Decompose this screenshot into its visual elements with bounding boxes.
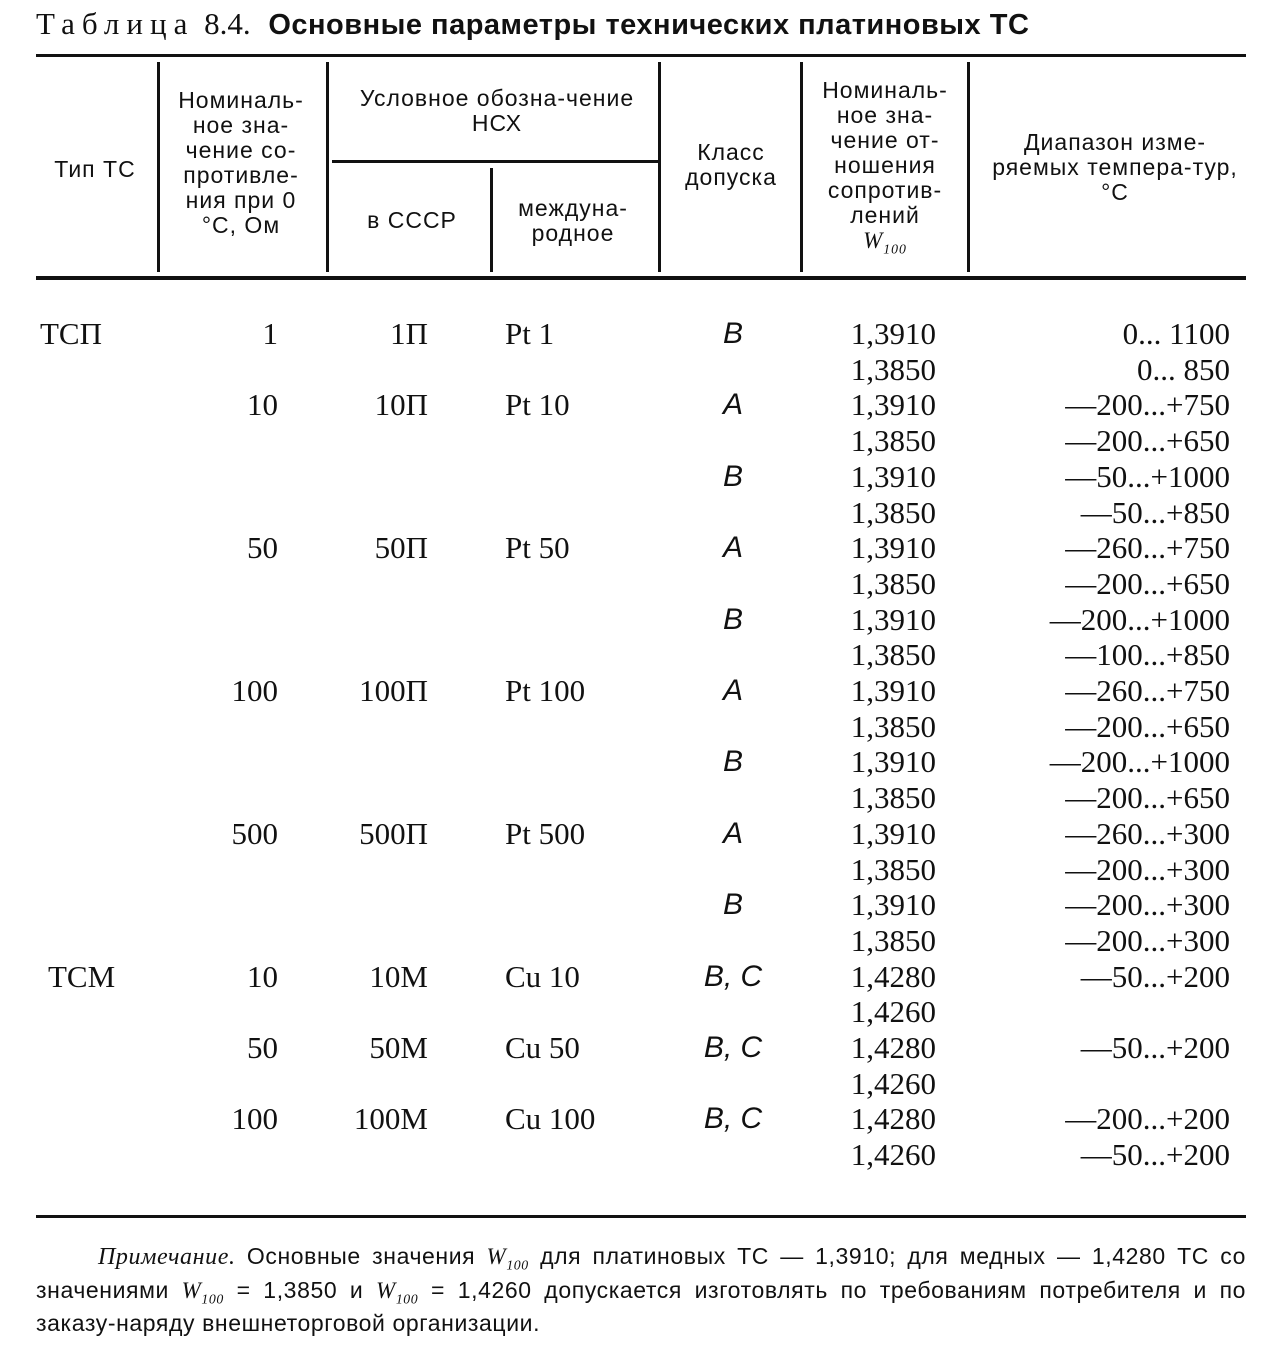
cell-range: —50...+200 bbox=[1080, 958, 1230, 994]
header-w100 bbox=[810, 78, 960, 262]
cell-class: B bbox=[722, 459, 743, 493]
header-w100-symbol: $W_{100}$ bbox=[863, 228, 907, 257]
cell-w: 1,4260 bbox=[850, 994, 936, 1030]
cell-range: —200...+300 bbox=[1065, 887, 1230, 923]
col-divider-2 bbox=[326, 62, 329, 272]
cell-range: —200...+650 bbox=[1065, 708, 1230, 744]
header-nominal: Номиналь-ное зна-чение со-противле-ния при 0 °С, Ом bbox=[178, 87, 304, 238]
cell-w: 1,4280 bbox=[850, 958, 936, 994]
cell-range: —200...+200 bbox=[1065, 1101, 1230, 1137]
cell-range: —200...+650 bbox=[1065, 423, 1230, 459]
cell-nominal: 100 bbox=[231, 673, 278, 708]
cell-class: B bbox=[722, 602, 743, 636]
cell-w: 1,4280 bbox=[850, 1030, 936, 1065]
cell-intl: Cu 100 bbox=[505, 1101, 596, 1137]
col-divider-6 bbox=[967, 62, 970, 272]
col-divider-5 bbox=[800, 62, 803, 272]
header-w100-sub: 100 bbox=[883, 241, 907, 257]
note-w-symbol: $W_{100}$ bbox=[486, 1244, 529, 1273]
cell-w: 1,3910 bbox=[850, 458, 936, 494]
cell-ussr: 500П bbox=[359, 815, 428, 851]
cell-range: —200...+750 bbox=[1065, 387, 1230, 423]
cell-ussr: 1П bbox=[390, 316, 428, 351]
cell-w: 1,3910 bbox=[850, 815, 936, 851]
cell-intl: Cu 10 bbox=[505, 958, 580, 994]
note-w-symbol-2: $W_{100}$ bbox=[181, 1277, 224, 1307]
cell-w: 1,3850 bbox=[850, 423, 936, 459]
cell-class: A bbox=[722, 816, 743, 850]
cell-intl: Pt 1 bbox=[505, 316, 555, 351]
col-divider-1 bbox=[157, 62, 160, 272]
header-ussr: в СССР bbox=[367, 207, 457, 233]
cell-nominal: 10 bbox=[247, 387, 278, 423]
cell-w: 1,3910 bbox=[850, 673, 936, 708]
cell-class: B bbox=[722, 317, 743, 350]
top-rule bbox=[36, 54, 1246, 57]
header-w100-text: Номиналь-ное зна-чение от-ношения сопротив-лений bbox=[822, 77, 948, 228]
col-divider-4 bbox=[658, 62, 661, 272]
cell-class: B, C bbox=[703, 1031, 763, 1064]
cell-range: —50...+850 bbox=[1080, 494, 1230, 530]
cell-nominal: 500 bbox=[231, 815, 278, 851]
cell-intl: Pt 100 bbox=[505, 673, 586, 708]
cell-w: 1,3850 bbox=[850, 351, 936, 387]
cell-range: —200...+650 bbox=[1065, 565, 1230, 601]
cell-class: A bbox=[722, 388, 743, 422]
cell-w: 1,3910 bbox=[850, 601, 936, 637]
cell-ussr: 10П bbox=[374, 387, 428, 423]
table-bottom-rule bbox=[36, 1215, 1246, 1218]
cell-range: —260...+750 bbox=[1065, 530, 1230, 566]
cell-w: 1,4280 bbox=[850, 1101, 936, 1137]
note-part-3: = 1,3850 и bbox=[223, 1276, 377, 1303]
cell-range: —200...+1000 bbox=[1049, 601, 1230, 637]
cell-w: 1,3910 bbox=[850, 887, 936, 923]
cell-nominal: 50 bbox=[247, 1030, 278, 1065]
cell-ussr: 100М bbox=[353, 1101, 428, 1137]
cell-range: —50...+1000 bbox=[1065, 458, 1230, 494]
cell-w: 1,4260 bbox=[850, 1137, 936, 1173]
cell-range: —200...+650 bbox=[1065, 780, 1230, 816]
cell-nominal: 100 bbox=[231, 1101, 278, 1137]
cell-w: 1,3850 bbox=[850, 494, 936, 530]
cell-class: B, C bbox=[703, 959, 763, 993]
cell-range: 0... 850 bbox=[1137, 351, 1230, 387]
cell-w: 1,4260 bbox=[850, 1065, 936, 1101]
cell-nominal: 50 bbox=[247, 530, 278, 566]
cell-class: B bbox=[722, 745, 743, 779]
cell-w: 1,3910 bbox=[850, 316, 936, 351]
cell-nominal: 10 bbox=[247, 958, 278, 994]
cell-ussr: 10М bbox=[369, 958, 428, 994]
cell-intl: Pt 500 bbox=[505, 815, 586, 851]
cell-range: —200...+300 bbox=[1065, 922, 1230, 958]
note-lead: Примечание. bbox=[98, 1244, 236, 1270]
cell-class: B bbox=[722, 888, 743, 922]
table-number: 8.4. bbox=[204, 6, 251, 41]
cell-type: ТСМ bbox=[48, 958, 116, 994]
col-divider-3 bbox=[490, 168, 493, 272]
header-designation: Условное обозна-чение НСХ bbox=[359, 85, 635, 136]
cell-intl: Pt 10 bbox=[505, 387, 570, 423]
cell-w: 1,3850 bbox=[850, 851, 936, 887]
cell-w: 1,3910 bbox=[850, 530, 936, 566]
cell-range: —100...+850 bbox=[1065, 637, 1230, 673]
cell-ussr: 100П bbox=[359, 673, 428, 708]
header-type: Тип ТС bbox=[54, 156, 136, 182]
cell-nominal: 1 bbox=[262, 316, 278, 351]
cell-class: B, C bbox=[703, 1102, 763, 1136]
cell-w: 1,3910 bbox=[850, 744, 936, 780]
cell-w: 1,3850 bbox=[850, 922, 936, 958]
cell-w: 1,3850 bbox=[850, 565, 936, 601]
cell-class: A bbox=[722, 531, 743, 565]
cell-type: ТСП bbox=[40, 316, 102, 351]
cell-w: 1,3850 bbox=[850, 708, 936, 744]
cell-range: —200...+1000 bbox=[1049, 744, 1230, 780]
cell-w: 1,3850 bbox=[850, 637, 936, 673]
table-title bbox=[36, 4, 1246, 45]
table-caption: Основные параметры технических платиновых ТС bbox=[268, 9, 1030, 41]
cell-range: —260...+750 bbox=[1065, 673, 1230, 708]
cell-ussr: 50П bbox=[374, 530, 428, 566]
note-part-4: = 1,4260 допускается изготовлять по требованиям потребителя и по заказу-наряду внешнеторговой организации. bbox=[36, 1276, 1247, 1337]
header-bottom-rule bbox=[36, 276, 1246, 280]
cell-range: —260...+300 bbox=[1065, 815, 1230, 851]
cell-ussr: 50М bbox=[369, 1030, 428, 1065]
cell-range: 0... 1100 bbox=[1122, 316, 1230, 351]
designation-divider bbox=[332, 160, 658, 163]
cell-range: —50...+200 bbox=[1080, 1137, 1230, 1173]
note-part-2: для платиновых ТС — 1,3910; для медных — 1,4280 ТС со значениями bbox=[36, 1243, 1246, 1303]
header-class: Класс допуска bbox=[685, 139, 777, 190]
cell-class: A bbox=[722, 674, 743, 707]
note-w-symbol-3: $W_{100}$ bbox=[376, 1277, 419, 1307]
cell-intl: Cu 50 bbox=[505, 1030, 580, 1065]
table-label: Таблица bbox=[36, 6, 195, 41]
table-note bbox=[36, 1244, 1246, 1336]
header-intl: междуна-родное bbox=[518, 195, 628, 246]
cell-range: —200...+300 bbox=[1065, 851, 1230, 887]
cell-intl: Pt 50 bbox=[505, 530, 570, 566]
header-range: Диапазон изме-ряемых темпера-тур, °С bbox=[992, 129, 1238, 205]
cell-w: 1,3910 bbox=[850, 387, 936, 423]
cell-range: —50...+200 bbox=[1080, 1030, 1230, 1065]
note-part-1: Основные значения bbox=[235, 1243, 487, 1269]
cell-w: 1,3850 bbox=[850, 780, 936, 816]
